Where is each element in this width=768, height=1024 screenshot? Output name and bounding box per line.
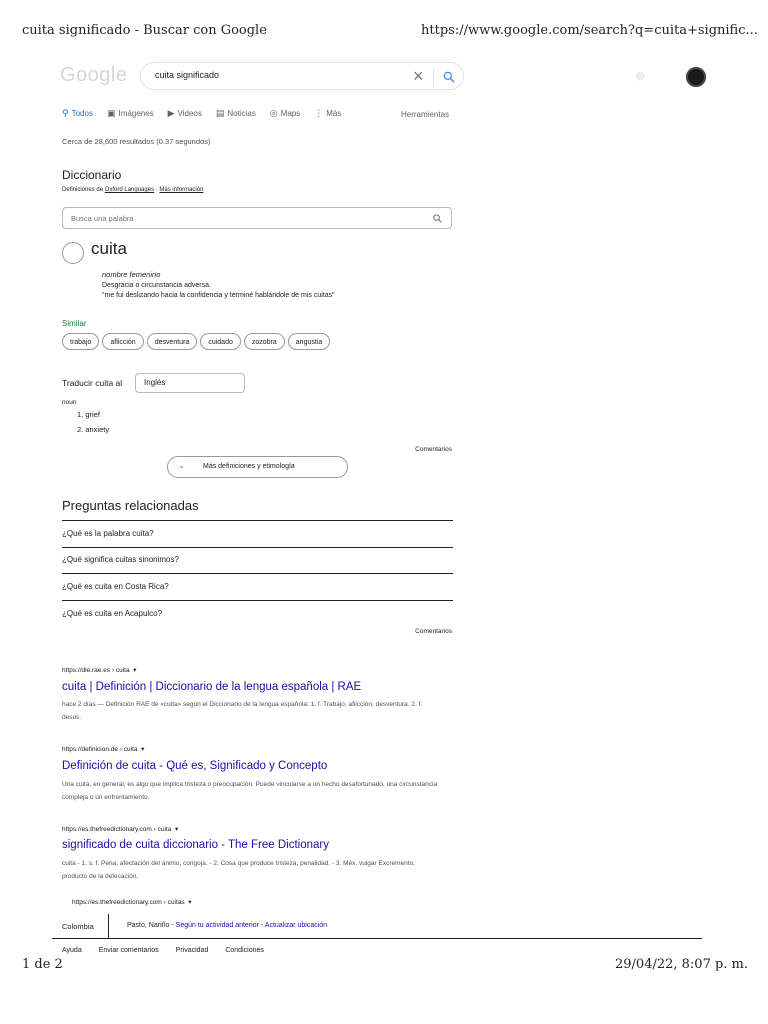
image-icon: ▣ [106,108,116,118]
search-tabs [62,108,355,119]
example-sentence: "me fui deslizando hacia la confidencia y terminé hablándole de mis cuitas" [102,292,335,299]
similar-chip[interactable]: aflicción [102,333,143,350]
footer-link-privacy[interactable]: Privacidad [175,947,209,954]
headword: cuita [91,239,127,258]
translation-item: 1. grief [77,410,100,419]
more-definitions-label: Más definiciones y etimología [203,463,295,470]
tab-label: Videos [177,109,202,118]
source-separator: · [154,187,160,193]
map-pin-icon: ◎ [269,108,278,118]
print-datetime: 29/04/22, 8:07 p. m. [615,957,749,972]
oxford-link[interactable]: Oxford Languages [104,187,155,193]
location-divider [108,914,109,938]
tab-label: Imágenes [118,109,154,118]
similar-chips [62,333,333,350]
google-logo[interactable]: Google [60,64,128,86]
related-question[interactable]: ¿Qué es cuita en Acapulco? [62,609,163,618]
divider [62,520,453,521]
caret-down-icon[interactable]: ▾ [131,667,137,674]
translate-label: Traducir cuita al [62,378,123,388]
location-country: Colombia [62,922,94,931]
related-question[interactable]: ¿Qué es cuita en Costa Rica? [62,582,169,591]
divider [62,600,453,601]
location-separator: - [169,922,176,929]
similar-chip[interactable]: trabajo [62,333,99,350]
similar-chip[interactable]: desventura [147,333,198,350]
tab-label: Todos [71,109,93,118]
avatar[interactable] [686,67,706,87]
location-city: Pasto, Nariño [127,922,170,929]
tools-button[interactable]: Herramientas [401,110,450,119]
tab-imagenes[interactable] [107,108,154,119]
search-input[interactable]: cuita significado [155,70,220,80]
dictionary-source [62,187,203,193]
feedback-link[interactable]: Comentarios [415,628,452,635]
result-snippet: cuita - 1. s. f. Pena, afectación del ánimo, congoja. - 2. Cosa que produce tristeza, penalidad. - 3. Méx. vulgar Excremento, producto de la defecación. [62,860,415,880]
print-page-counter: 1 de 2 [22,957,63,972]
chevron-down-icon: ⌄ [178,461,185,470]
search-box[interactable] [140,62,464,90]
caret-down-icon[interactable]: ▾ [173,826,179,833]
pronunciation-play-icon[interactable] [62,242,84,264]
footer-links [62,947,281,954]
similar-label: Similar [62,319,87,328]
dictionary-title: Diccionario [62,168,122,182]
more-definitions-button[interactable] [167,456,348,478]
word-search-placeholder: Busca una palabra [71,214,134,223]
result-title-link[interactable]: cuita | Definición | Diccionario de la lengua española | RAE [62,681,362,693]
search-icon[interactable] [442,70,456,84]
word-search-field[interactable] [62,207,452,229]
footer-link-feedback[interactable]: Enviar comentarios [98,947,159,954]
translation-item: 2. anxiety [77,425,110,434]
related-questions-title: Preguntas relacionadas [62,498,199,513]
search-icon: ⚲ [62,108,69,118]
more-info-link[interactable]: Más información [159,187,204,193]
similar-chip[interactable]: angustia [288,333,330,350]
source-prefix: Definiciones de [62,187,104,193]
tab-todos[interactable] [62,108,93,119]
related-question[interactable]: ¿Qué es la palabra cuita? [62,529,154,538]
divider [62,547,453,548]
result-sub-cite[interactable] [72,898,192,906]
tab-maps[interactable] [270,108,300,119]
search-divider [433,68,434,86]
divider [62,573,453,574]
feedback-link[interactable]: Comentarios [415,446,452,453]
location-basis-link[interactable]: Según tu actividad anterior [175,922,259,929]
caret-down-icon[interactable]: ▾ [139,746,145,753]
news-icon: ▤ [215,108,225,118]
result-url: https://es.thefreedictionary.com › cuitas [72,899,185,906]
footer-link-terms[interactable]: Condiciones [225,947,264,954]
tab-label: Noticias [227,109,256,118]
tab-label: Más [326,109,342,118]
translation-pos: noun [62,399,77,406]
tab-label: Maps [280,109,301,118]
result-cite[interactable] [62,825,178,833]
video-icon: ▶ [167,108,175,118]
result-stats: Cerca de 28,600 resultados (0.37 segundos) [62,137,211,146]
gear-icon[interactable] [634,70,646,82]
result-title-link[interactable]: Definición de cuita - Qué es, Significado y Concepto [62,760,328,772]
language-select[interactable]: Inglés [135,373,245,393]
update-location-link[interactable]: Actualizar ubicación [264,922,328,929]
tab-mas[interactable] [314,108,341,119]
tab-videos[interactable] [168,108,202,119]
tab-noticias[interactable] [216,108,256,119]
location-detail [127,922,327,929]
result-url: https://es.thefreedictionary.com › cuita [62,826,172,833]
footer-link-help[interactable]: Ayuda [62,947,82,954]
related-question[interactable]: ¿Qué significa cuitas sinonimos? [62,555,179,564]
definition: Desgracia o circunstancia adversa. [102,282,211,289]
location-separator: - [258,922,265,929]
similar-chip[interactable]: cuidado [200,333,241,350]
footer-divider [52,938,702,939]
close-icon[interactable]: × [413,66,424,86]
result-snippet: hace 2 días — Definición RAE de «cuita» según el Diccionario de la lengua española: 1. f. Trabajo, aflicción, desventura. 2. f. desus. [62,701,423,721]
result-url: https://definicion.de › cuita [62,746,138,753]
similar-chip[interactable]: zozobra [244,333,285,350]
print-page-title: cuita significado - Buscar con Google [22,23,267,38]
result-cite[interactable] [62,666,136,674]
part-of-speech: nombre femenino [102,270,161,279]
result-url: https://dle.rae.es › cuita [62,667,130,674]
result-title-link[interactable]: significado de cuita diccionario - The Free Dictionary [62,839,329,851]
search-icon[interactable] [432,213,443,224]
result-snippet: Una cuita, en general, es algo que implica tristeza o preocupación. Puede vincularse a un hecho desafortunado, una circunstancia compleja o un enfrentamiento. [62,781,438,801]
print-page-url: https://www.google.com/search?q=cuita+signific... [421,23,758,38]
result-cite[interactable] [62,745,144,753]
more-vert-icon: ⋮ [314,108,324,118]
caret-down-icon[interactable]: ▾ [186,899,192,906]
